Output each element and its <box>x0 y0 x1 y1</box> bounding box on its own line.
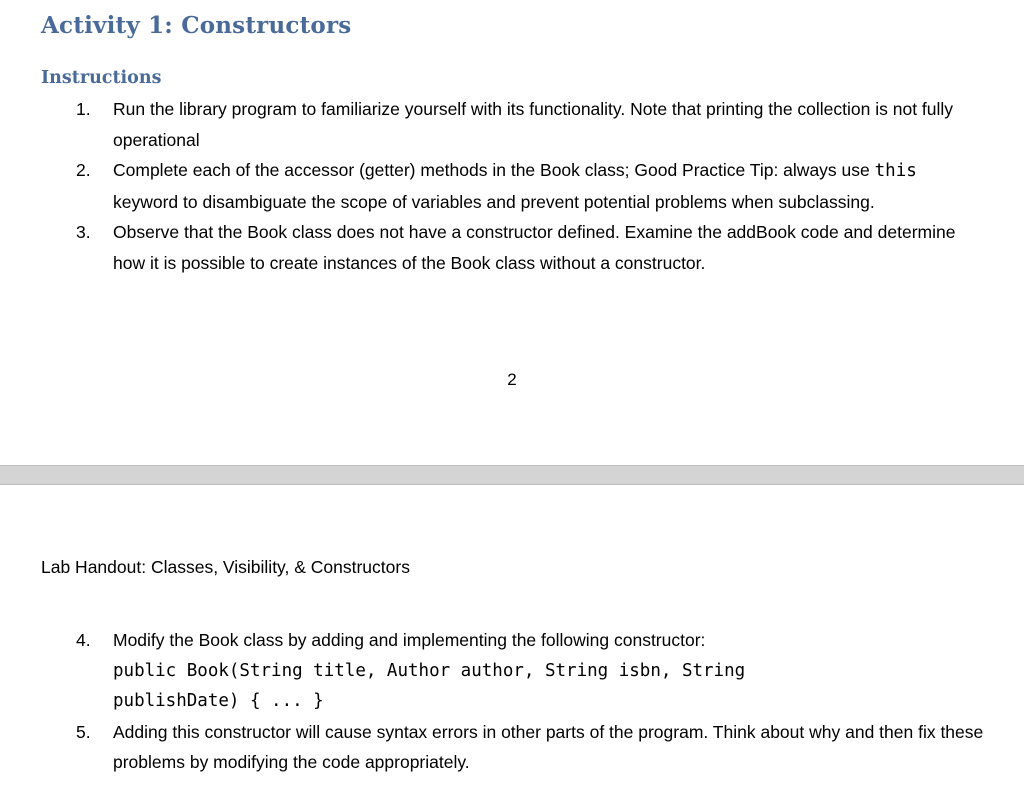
step-text: Run the library program to familiarize yourself with its functionality. Note that printing the collection is not fully operational <box>113 99 954 150</box>
activity-title: Activity 1: Constructors <box>41 12 352 39</box>
instructions-list-continued <box>0 625 1024 778</box>
page-number: 2 <box>507 370 517 389</box>
step-text: Observe that the Book class does not have a constructor defined. Examine the addBook code and determine how it is possible to create instances of the Book class without a constructor. <box>113 222 956 273</box>
instructions-heading: Instructions <box>41 68 162 88</box>
step-text: Adding this constructor will cause syntax errors in other parts of the program. Think about why and then fix these problems by modifying the code appropriately. <box>113 721 984 772</box>
step-text: Complete each of the accessor (getter) methods in the Book class; Good Practice Tip: always use <box>113 160 875 180</box>
code-keyword: this <box>874 161 917 181</box>
step-text: Modify the Book class by adding and implementing the following constructor: <box>113 630 706 650</box>
step-text-continued: keyword to disambiguate the scope of variables and prevent potential problems when subclassing. <box>113 191 875 212</box>
list-item <box>0 717 1024 778</box>
list-item <box>0 155 1024 217</box>
document-page-2 <box>0 485 1024 795</box>
list-item <box>0 625 1024 717</box>
step-number: 4. <box>76 630 91 650</box>
code-line: publishDate) { ... } <box>113 691 324 711</box>
code-line: public Book(String title, Author author, String isbn, String <box>113 660 746 681</box>
list-item <box>0 94 1024 155</box>
step-number: 5. <box>76 721 91 742</box>
step-number: 3. <box>76 222 91 242</box>
instructions-list <box>0 94 1024 278</box>
list-item <box>0 217 1024 278</box>
step-number: 2. <box>76 160 91 180</box>
page-header: Lab Handout: Classes, Visibility, & Constructors <box>41 557 410 577</box>
page-break <box>0 465 1024 485</box>
step-number: 1. <box>76 99 91 119</box>
